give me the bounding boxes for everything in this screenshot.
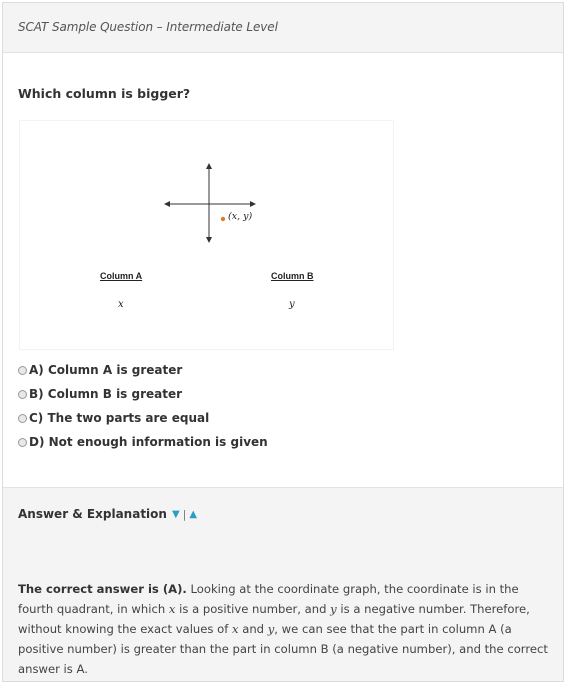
answer-section [3,487,563,681]
option-a-radio[interactable] [18,366,27,375]
question-figure [19,120,394,350]
explanation-body-5: , we can see that the part in column A (a positive number) is greater than the part in column B (a negative number), and the correct answer is A. [18,622,548,676]
explanation-body-3: is a negative number. Therefore, without knowing the exact values of [18,602,530,636]
triangle-up-icon[interactable]: ▲ [189,508,198,520]
answer-options [18,358,268,454]
question-text: Which column is bigger? [18,86,191,101]
option-d-label: D) Not enough information is given [29,435,268,449]
toggle-separator: | [182,507,187,521]
card-header [3,3,563,53]
explanation-lead: The correct answer is (A). [18,582,187,596]
explanation-body-4: and [238,622,268,636]
option-b-radio[interactable] [18,390,27,399]
column-a-value: x [118,299,124,310]
option-a-label: A) Column A is greater [29,363,183,377]
coordinate-graph [20,121,395,351]
column-b-value: y [289,299,295,310]
answer-toggle-label: Answer & Explanation [18,507,167,521]
option-d[interactable] [18,430,268,454]
x-axis-right-arrow [250,201,256,207]
x-axis-left-arrow [164,201,170,207]
header-title: SCAT Sample Question – Intermediate Level [18,20,278,34]
option-a[interactable] [18,358,268,382]
explanation-text [18,579,553,679]
option-b[interactable] [18,382,268,406]
y-axis-down-arrow [206,237,212,243]
column-a-heading: Column A [100,271,143,281]
option-c[interactable] [18,406,268,430]
explanation-var-y: y [330,602,337,616]
column-b-heading: Column B [271,271,314,281]
option-c-radio[interactable] [18,414,27,423]
question-card [2,2,564,682]
explanation-var-y2: y [267,622,275,636]
explanation-var-x: x [168,602,176,616]
explanation-body-1: Looking at the coordinate graph, the coordinate is in the fourth quadrant, in which [18,582,519,616]
explanation-var-x2: x [232,622,239,636]
answer-explanation-toggle[interactable] [18,507,197,521]
plotted-point [221,217,225,221]
option-b-label: B) Column B is greater [29,387,183,401]
triangle-down-icon[interactable]: ▼ [171,508,180,520]
option-d-radio[interactable] [18,438,27,447]
option-c-label: C) The two parts are equal [29,411,210,425]
y-axis-up-arrow [206,163,212,169]
explanation-body-2: is a positive number, and [175,602,331,616]
point-label: (x, y) [228,211,253,222]
